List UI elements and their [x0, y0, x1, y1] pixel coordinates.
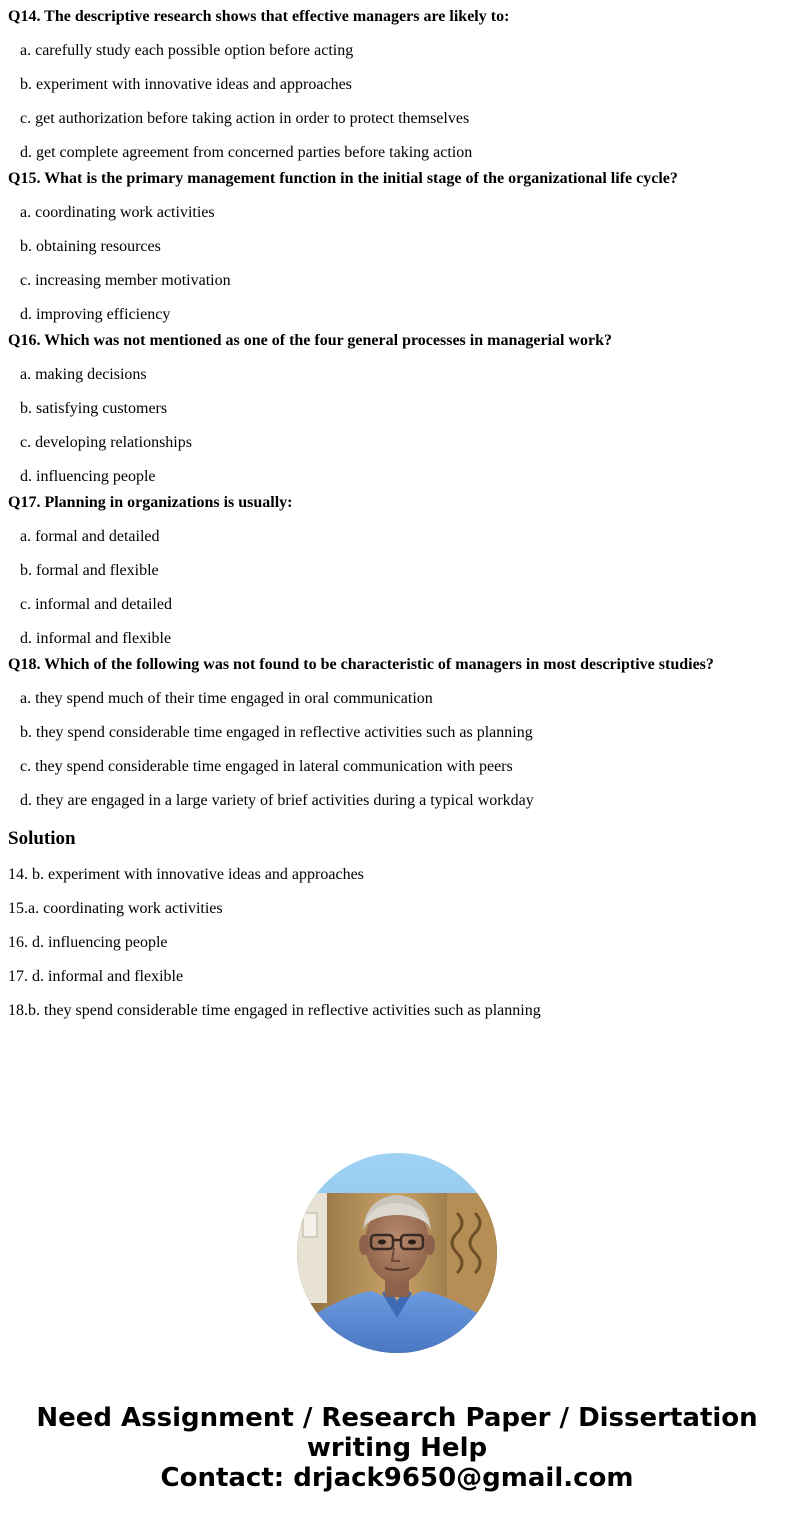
option-item: b. obtaining resources	[20, 238, 161, 255]
document-body	[8, 0, 788, 1020]
question-title: Q14. The descriptive research shows that effective managers are likely to:	[8, 8, 510, 25]
question-title: Q18. Which of the following was not found to be characteristic of managers in most descriptive studies?	[8, 656, 714, 673]
question-title: Q16. Which was not mentioned as one of the four general processes in managerial work?	[8, 332, 612, 349]
option-item: b. satisfying customers	[20, 400, 168, 417]
option-item: b. formal and flexible	[20, 562, 159, 579]
option-item: c. increasing member motivation	[20, 272, 231, 289]
answer-item: 18.b. they spend considerable time engaged in reflective activities such as planning	[8, 1002, 541, 1019]
option-item: a. making decisions	[20, 366, 147, 383]
portrait-illustration	[297, 1153, 497, 1353]
question-block-16	[8, 332, 788, 486]
option-item: d. get complete agreement from concerned parties before taking action	[20, 144, 473, 161]
option-item: b. experiment with innovative ideas and approaches	[20, 76, 352, 93]
option-item: a. they spend much of their time engaged in oral communication	[20, 690, 433, 707]
option-item: c. developing relationships	[20, 434, 192, 451]
option-item: c. they spend considerable time engaged in lateral communication with peers	[20, 758, 513, 775]
option-item: b. they spend considerable time engaged in reflective activities such as planning	[20, 724, 533, 741]
option-item: a. formal and detailed	[20, 528, 160, 545]
solution-heading: Solution	[8, 828, 76, 849]
option-item: d. they are engaged in a large variety of brief activities during a typical workday	[20, 792, 534, 809]
answer-item: 16. d. influencing people	[8, 934, 168, 951]
promo-line-2: writing Help	[306, 1433, 488, 1463]
author-portrait	[297, 1153, 497, 1353]
option-item: d. improving efficiency	[20, 306, 171, 323]
option-item: c. informal and detailed	[20, 596, 172, 613]
promo-line-1: Need Assignment / Research Paper / Dissertation	[36, 1403, 758, 1433]
question-title: Q15. What is the primary management function in the initial stage of the organizational life cycle?	[8, 170, 678, 187]
option-item: a. coordinating work activities	[20, 204, 215, 221]
promo-banner	[0, 1403, 794, 1493]
answer-item: 14. b. experiment with innovative ideas and approaches	[8, 866, 364, 883]
option-item: a. carefully study each possible option before acting	[20, 42, 354, 59]
question-title: Q17. Planning in organizations is usually:	[8, 494, 293, 511]
option-item: d. informal and flexible	[20, 630, 172, 647]
question-block-14	[8, 8, 788, 162]
promo-contact: Contact: drjack9650@gmail.com	[160, 1463, 634, 1493]
question-block-17	[8, 494, 788, 648]
question-block-18	[8, 656, 788, 810]
answer-item: 15.a. coordinating work activities	[8, 900, 223, 917]
question-block-15	[8, 170, 788, 324]
option-item: d. influencing people	[20, 468, 156, 485]
answer-item: 17. d. informal and flexible	[8, 968, 184, 985]
option-item: c. get authorization before taking action in order to protect themselves	[20, 110, 470, 127]
